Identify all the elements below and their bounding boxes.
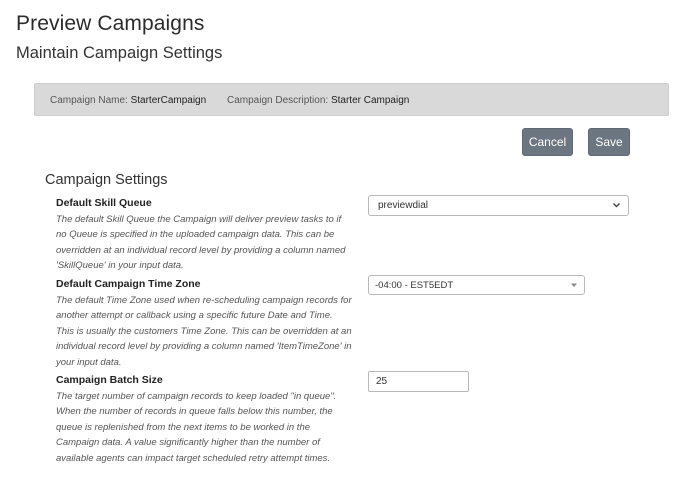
campaign-name-value: StarterCampaign — [130, 95, 207, 106]
page-subtitle: Maintain Campaign Settings — [16, 44, 223, 62]
default-skill-queue-select[interactable] — [368, 195, 629, 216]
campaign-description-label: Campaign Description: — [227, 95, 329, 106]
campaign-batch-size-input[interactable] — [368, 371, 469, 392]
default-time-zone-description: The default Time Zone used when re-scheduling campaign records for another attempt or callback using a specific future Date and Time. This is usually the customers Time Zone. This can be overridden at an individual record level by providing a column named 'ItemTimeZone' in your input data. — [56, 295, 352, 368]
default-time-zone-select[interactable] — [368, 275, 585, 295]
default-skill-queue-value: previewdial — [378, 200, 429, 211]
campaign-name-info — [50, 95, 206, 106]
caret-down-icon — [570, 279, 578, 293]
default-skill-queue-label: Default Skill Queue — [56, 197, 152, 209]
campaign-description-value: Starter Campaign — [330, 95, 410, 106]
campaign-info-bar — [34, 83, 669, 116]
page-title: Preview Campaigns — [16, 12, 205, 35]
campaign-batch-size-label: Campaign Batch Size — [56, 374, 163, 386]
default-time-zone-value: -04:00 - EST5EDT — [375, 280, 454, 291]
save-button[interactable]: Save — [588, 128, 630, 156]
cancel-button[interactable]: Cancel — [522, 128, 573, 156]
campaign-batch-size-description: The target number of campaign records to keep loaded "in queue". When the number of records in queue falls below this number, the queue is replenished from the next items to be worked in the Campaign data. A value significantly higher than the number of available agents can impact target scheduled retry attempt times. — [56, 391, 337, 464]
campaign-description-info — [227, 95, 409, 106]
default-skill-queue-setting — [56, 196, 352, 274]
campaign-batch-size-setting — [56, 373, 352, 466]
campaign-name-label: Campaign Name: — [50, 95, 128, 106]
chevron-down-icon — [612, 199, 621, 213]
default-skill-queue-description: The default Skill Queue the Campaign will deliver preview tasks to if no Queue is specified in the uploaded campaign data. This can be overridden at an individual record level by providing a column named 'SkillQueue' in your input data. — [56, 214, 346, 272]
default-time-zone-label: Default Campaign Time Zone — [56, 278, 201, 290]
default-time-zone-setting — [56, 277, 352, 370]
campaign-settings-heading: Campaign Settings — [45, 172, 168, 188]
